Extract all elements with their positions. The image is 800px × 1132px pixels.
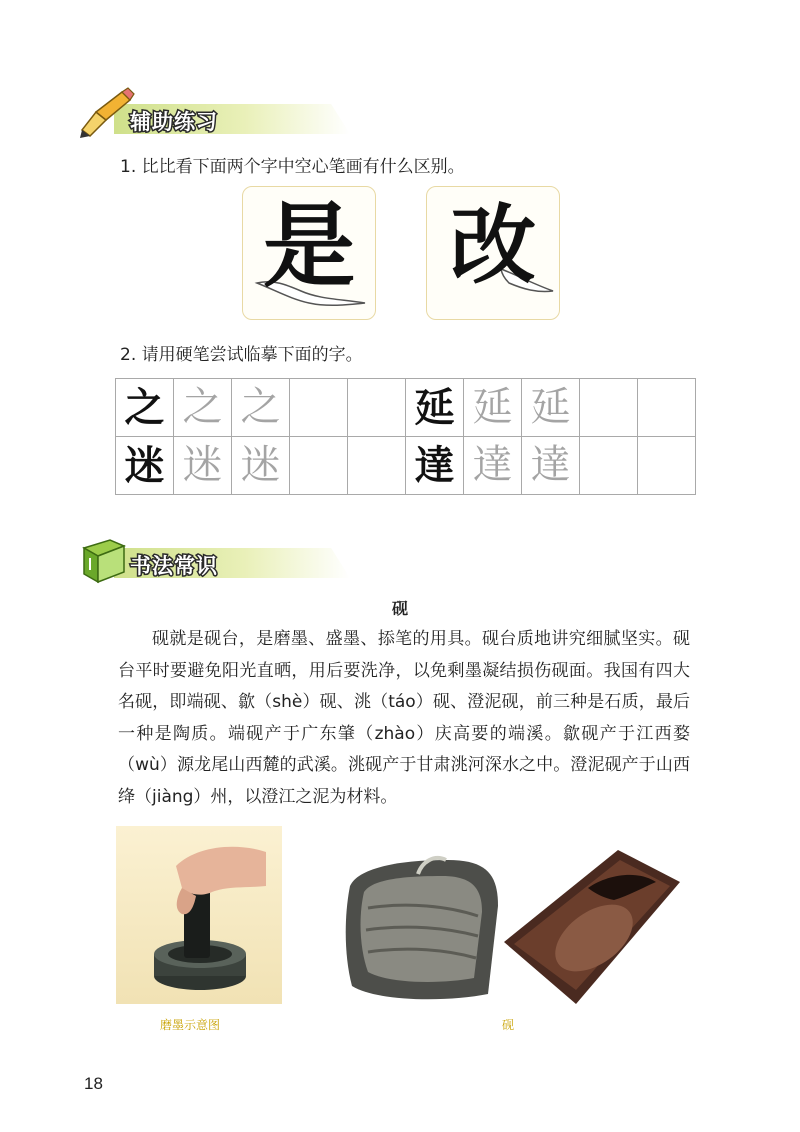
grid-row [116, 437, 696, 495]
grid-cell: 延 [406, 379, 464, 437]
book-icon [80, 536, 130, 586]
section-banner-knowledge [80, 538, 280, 584]
calligraphy-char-shi: 是 [262, 192, 355, 300]
grid-cell-empty[interactable] [580, 379, 638, 437]
grid-cell: 之 [174, 379, 232, 437]
grid-cell: 延 [464, 379, 522, 437]
char-card-left [242, 186, 376, 320]
grid-cell: 迷 [232, 437, 290, 495]
grid-cell-empty[interactable] [638, 437, 696, 495]
grid-cell-empty[interactable] [580, 437, 638, 495]
ink-stone-hand-illustration [116, 826, 282, 1004]
page-number: 18 [84, 1074, 103, 1093]
grid-cell-empty[interactable] [348, 437, 406, 495]
article-title: 砚 [391, 599, 408, 618]
pencil-icon [76, 86, 136, 138]
grid-cell: 迷 [116, 437, 174, 495]
grid-cell-empty[interactable] [348, 379, 406, 437]
section-banner-practice [80, 94, 280, 140]
caption-left: 磨墨示意图 [160, 1018, 221, 1032]
grid-cell: 達 [522, 437, 580, 495]
question-1: 1. 比比看下面两个字中空心笔画有什么区别。 [120, 157, 465, 177]
grid-cell-empty[interactable] [290, 379, 348, 437]
char-card-right [426, 186, 560, 320]
grid-cell-empty[interactable] [290, 437, 348, 495]
photo-grinding-ink [116, 826, 282, 1004]
grid-cell-empty[interactable] [638, 379, 696, 437]
grid-cell: 之 [232, 379, 290, 437]
inkstones-illustration [338, 846, 682, 1006]
caption-right: 砚 [502, 1018, 515, 1032]
section-title: 书法常识 [130, 554, 218, 578]
article-body: 砚就是砚台，是磨墨、盛墨、掭笔的用具。砚台质地讲究细腻坚实。砚台平时要避免阳光直晒，用后要洗净，以免剩墨凝结损伤砚面。我国有四大名砚，即端砚、歙（shè）砚、洮（táo）砚、澄泥砚，前三种是石质，最后一种是陶质。端砚产于广东肇（zhào）庆高要的端溪。歙砚产于江西婺（wù）源龙尾山西麓的武溪。洮砚产于甘肃洮河深水之中。澄泥砚产于山西绛（jiàng）州，以澄江之泥为材料。 [118, 629, 690, 807]
grid-row [116, 379, 696, 437]
grid-cell: 達 [464, 437, 522, 495]
grid-cell: 達 [406, 437, 464, 495]
question-2: 2. 请用硬笔尝试临摹下面的字。 [120, 345, 363, 365]
practice-grid [115, 378, 696, 495]
photo-ink-stones [338, 846, 682, 1006]
grid-cell: 之 [116, 379, 174, 437]
grid-cell: 迷 [174, 437, 232, 495]
grid-cell: 延 [522, 379, 580, 437]
calligraphy-char-gai: 改 [450, 195, 536, 296]
section-title: 辅助练习 [130, 110, 218, 134]
